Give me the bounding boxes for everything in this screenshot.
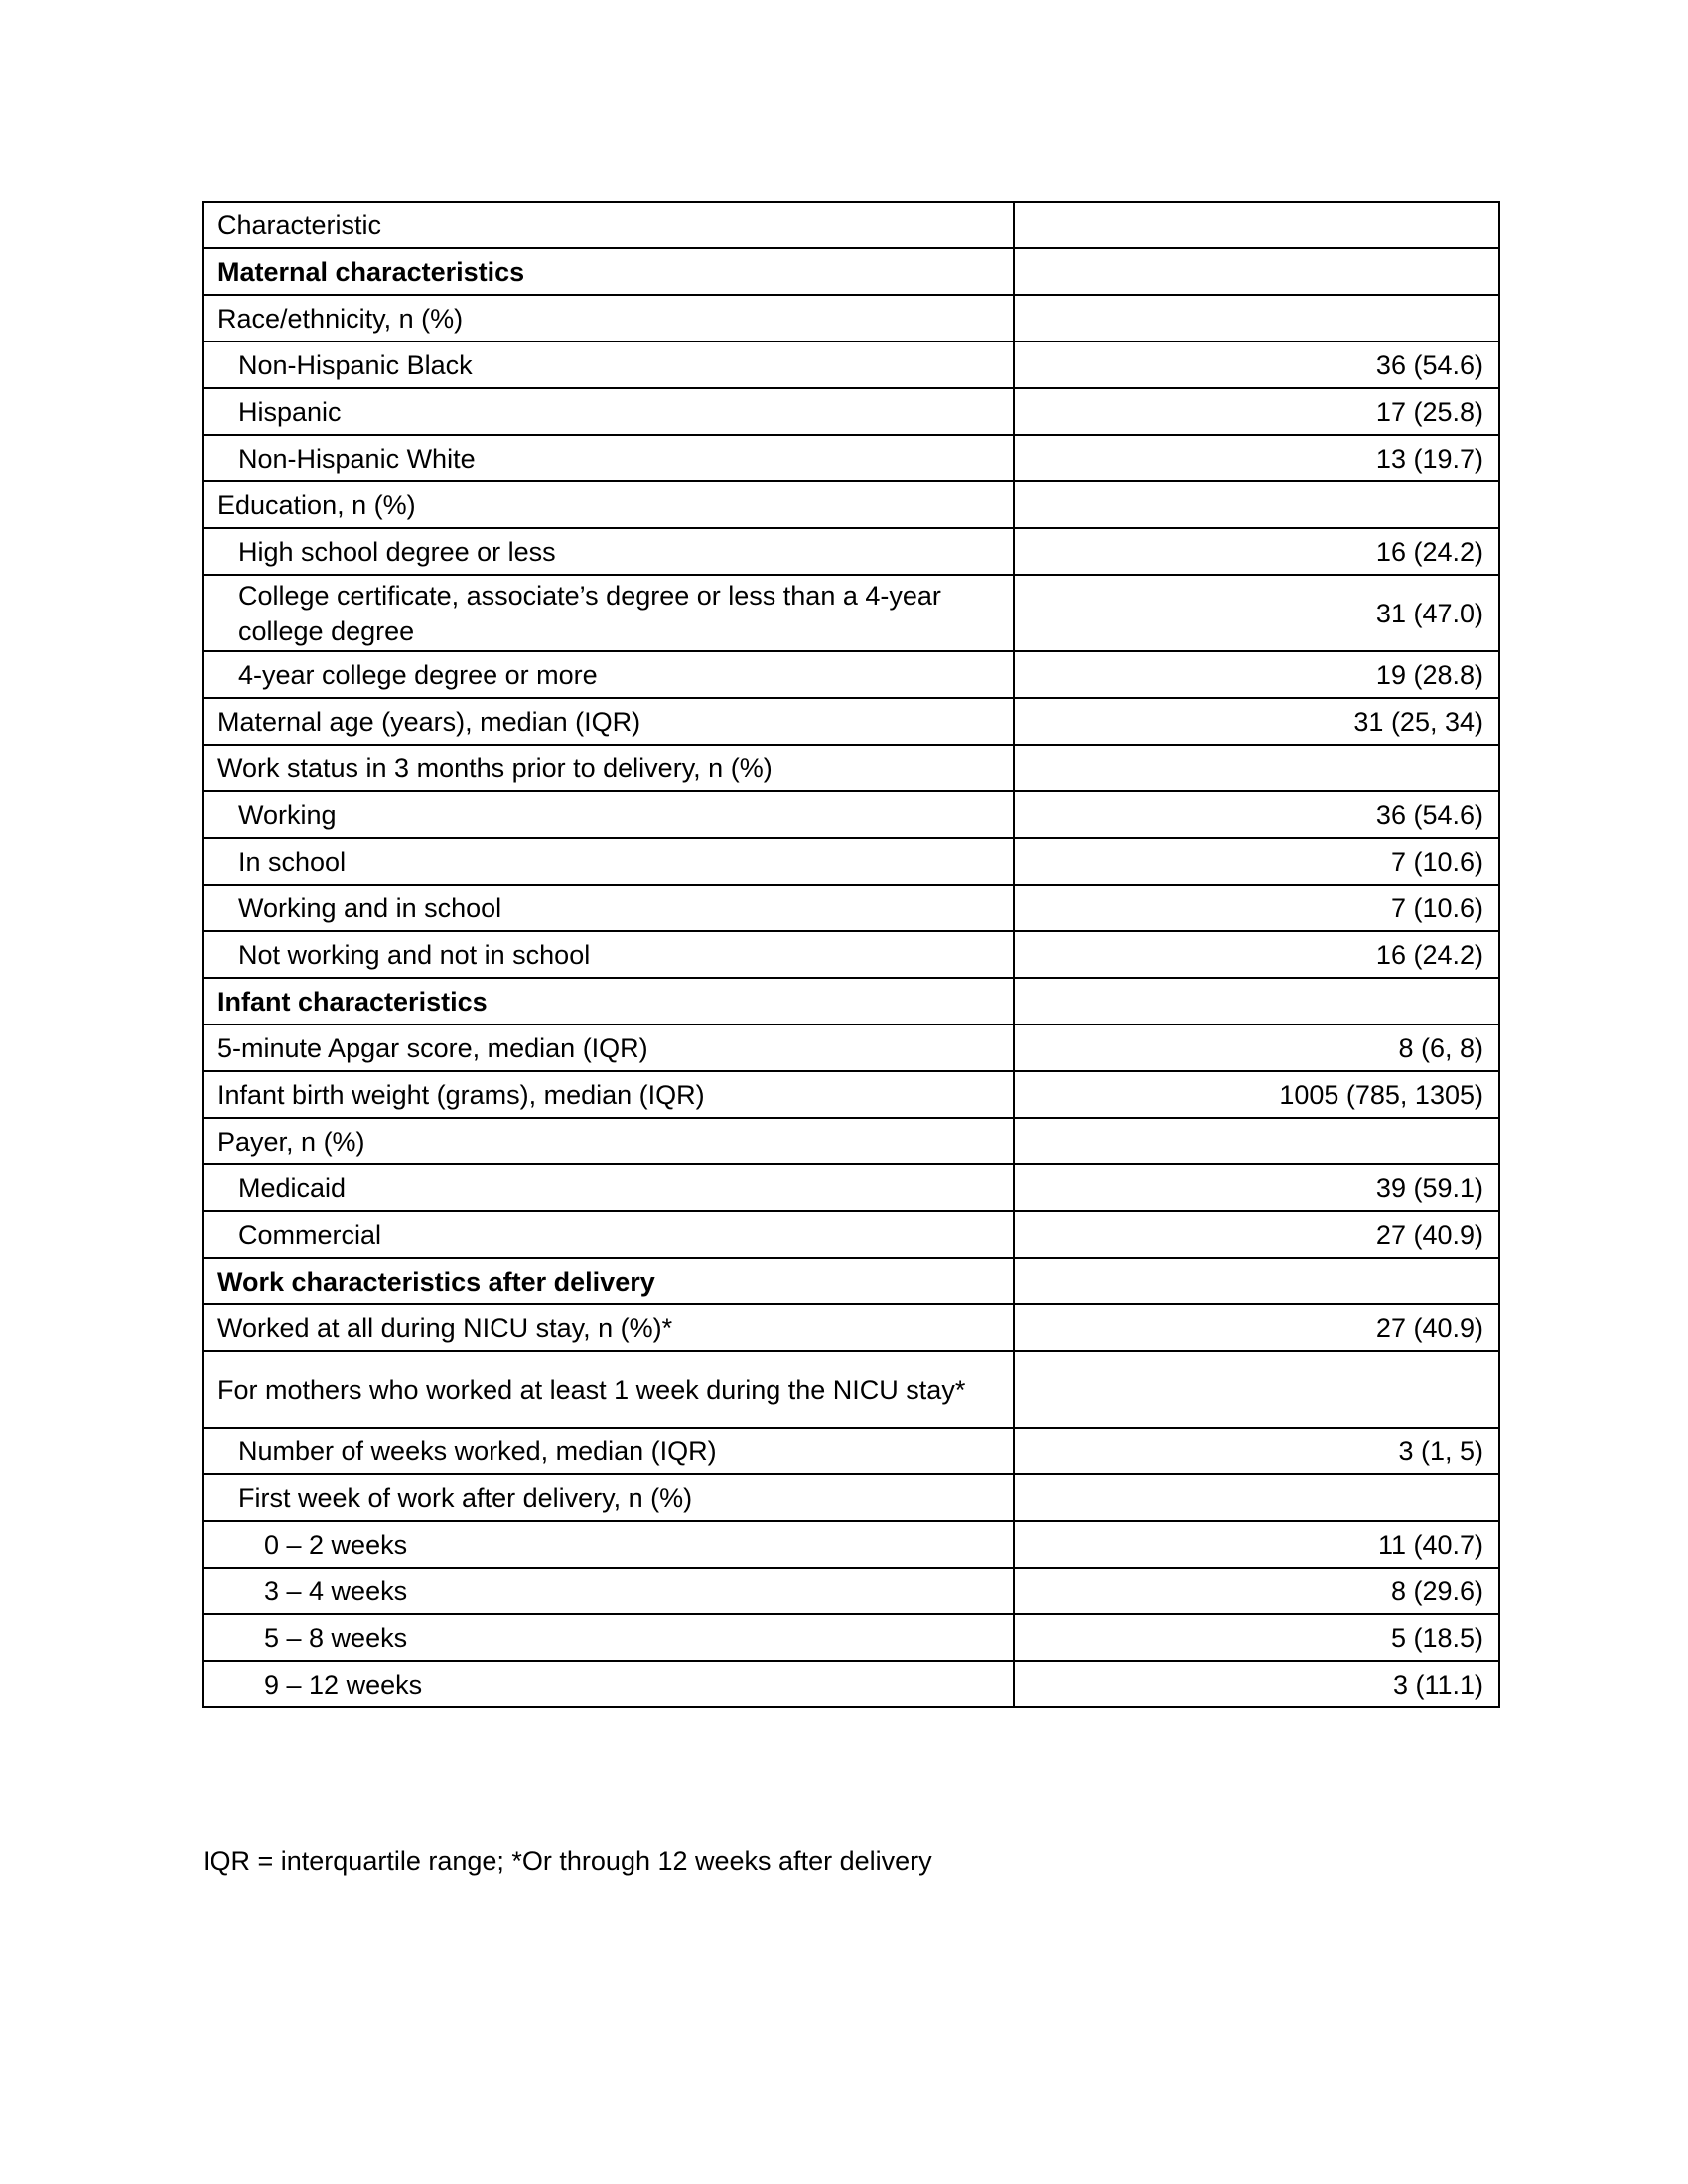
row-label: Education, n (%) — [203, 481, 1014, 528]
row-value: 27 (40.9) — [1014, 1304, 1499, 1351]
row-value: 27 (40.9) — [1014, 1211, 1499, 1258]
row-value: 16 (24.2) — [1014, 931, 1499, 978]
section-title: Infant characteristics — [203, 978, 1014, 1024]
row-label: Non-Hispanic Black — [203, 341, 1014, 388]
table-body — [203, 202, 1499, 1707]
row-value: 3 (11.1) — [1014, 1661, 1499, 1707]
row-value: 7 (10.6) — [1014, 838, 1499, 885]
table-row — [203, 1351, 1499, 1428]
row-value: 13 (19.7) — [1014, 435, 1499, 481]
section-header-row — [203, 248, 1499, 295]
table-row — [203, 1071, 1499, 1118]
row-label: College certificate, associate’s degree or less than a 4-year college degree — [203, 575, 1014, 651]
row-value: 19 (28.8) — [1014, 651, 1499, 698]
table-row — [203, 1661, 1499, 1707]
row-value: 31 (25, 34) — [1014, 698, 1499, 745]
row-label: Working — [203, 791, 1014, 838]
table-row — [203, 838, 1499, 885]
row-label: Number of weeks worked, median (IQR) — [203, 1428, 1014, 1474]
section-header-row — [203, 1258, 1499, 1304]
table-row — [203, 885, 1499, 931]
row-value: 11 (40.7) — [1014, 1521, 1499, 1568]
characteristics-table — [202, 201, 1500, 1708]
row-label: Worked at all during NICU stay, n (%)* — [203, 1304, 1014, 1351]
row-value: 39 (59.1) — [1014, 1164, 1499, 1211]
row-value — [1014, 1474, 1499, 1521]
row-label: Non-Hispanic White — [203, 435, 1014, 481]
table-row — [203, 388, 1499, 435]
row-value — [1014, 1351, 1499, 1428]
row-label: Race/ethnicity, n (%) — [203, 295, 1014, 341]
row-label: Maternal age (years), median (IQR) — [203, 698, 1014, 745]
table-row — [203, 1428, 1499, 1474]
table-row — [203, 931, 1499, 978]
row-value: 7 (10.6) — [1014, 885, 1499, 931]
section-title: Maternal characteristics — [203, 248, 1014, 295]
table-row — [203, 1304, 1499, 1351]
row-value: 17 (25.8) — [1014, 388, 1499, 435]
row-label: Infant birth weight (grams), median (IQR) — [203, 1071, 1014, 1118]
table-row — [203, 202, 1499, 248]
row-label: Commercial — [203, 1211, 1014, 1258]
row-value: 8 (29.6) — [1014, 1568, 1499, 1614]
row-label: Not working and not in school — [203, 931, 1014, 978]
table-row — [203, 791, 1499, 838]
table-row — [203, 698, 1499, 745]
row-label: High school degree or less — [203, 528, 1014, 575]
table-row — [203, 1024, 1499, 1071]
table-row — [203, 341, 1499, 388]
table-row — [203, 1614, 1499, 1661]
row-value: 36 (54.6) — [1014, 791, 1499, 838]
row-value — [1014, 1258, 1499, 1304]
row-label: 4-year college degree or more — [203, 651, 1014, 698]
row-value — [1014, 202, 1499, 248]
table-row — [203, 745, 1499, 791]
table-row — [203, 481, 1499, 528]
table-row — [203, 1118, 1499, 1164]
row-label: Work status in 3 months prior to delivery, n (%) — [203, 745, 1014, 791]
table-row — [203, 575, 1499, 651]
row-value — [1014, 295, 1499, 341]
row-label: Hispanic — [203, 388, 1014, 435]
row-label: In school — [203, 838, 1014, 885]
row-value — [1014, 481, 1499, 528]
row-value: 3 (1, 5) — [1014, 1428, 1499, 1474]
row-label: 5 – 8 weeks — [203, 1614, 1014, 1661]
table-row — [203, 528, 1499, 575]
row-label: Working and in school — [203, 885, 1014, 931]
table-row — [203, 1474, 1499, 1521]
table-row — [203, 1211, 1499, 1258]
row-value — [1014, 248, 1499, 295]
row-value: 5 (18.5) — [1014, 1614, 1499, 1661]
row-label: First week of work after delivery, n (%) — [203, 1474, 1014, 1521]
table-footnote: IQR = interquartile range; *Or through 12 weeks after delivery — [203, 1846, 932, 1876]
row-value: 31 (47.0) — [1014, 575, 1499, 651]
row-label: 3 – 4 weeks — [203, 1568, 1014, 1614]
row-value: 8 (6, 8) — [1014, 1024, 1499, 1071]
section-header-row — [203, 978, 1499, 1024]
row-value: 1005 (785, 1305) — [1014, 1071, 1499, 1118]
table-row — [203, 651, 1499, 698]
table-row — [203, 435, 1499, 481]
row-label: For mothers who worked at least 1 week during the NICU stay* — [203, 1351, 1014, 1428]
row-value — [1014, 1118, 1499, 1164]
table-row — [203, 1164, 1499, 1211]
table-row — [203, 295, 1499, 341]
table-row — [203, 1521, 1499, 1568]
row-value — [1014, 745, 1499, 791]
row-value: 16 (24.2) — [1014, 528, 1499, 575]
row-label: Payer, n (%) — [203, 1118, 1014, 1164]
row-value: 36 (54.6) — [1014, 341, 1499, 388]
row-value — [1014, 978, 1499, 1024]
row-label: Medicaid — [203, 1164, 1014, 1211]
section-title: Work characteristics after delivery — [203, 1258, 1014, 1304]
row-label: 9 – 12 weeks — [203, 1661, 1014, 1707]
row-label: 5-minute Apgar score, median (IQR) — [203, 1024, 1014, 1071]
row-label: Characteristic — [203, 202, 1014, 248]
row-label: 0 – 2 weeks — [203, 1521, 1014, 1568]
table-row — [203, 1568, 1499, 1614]
